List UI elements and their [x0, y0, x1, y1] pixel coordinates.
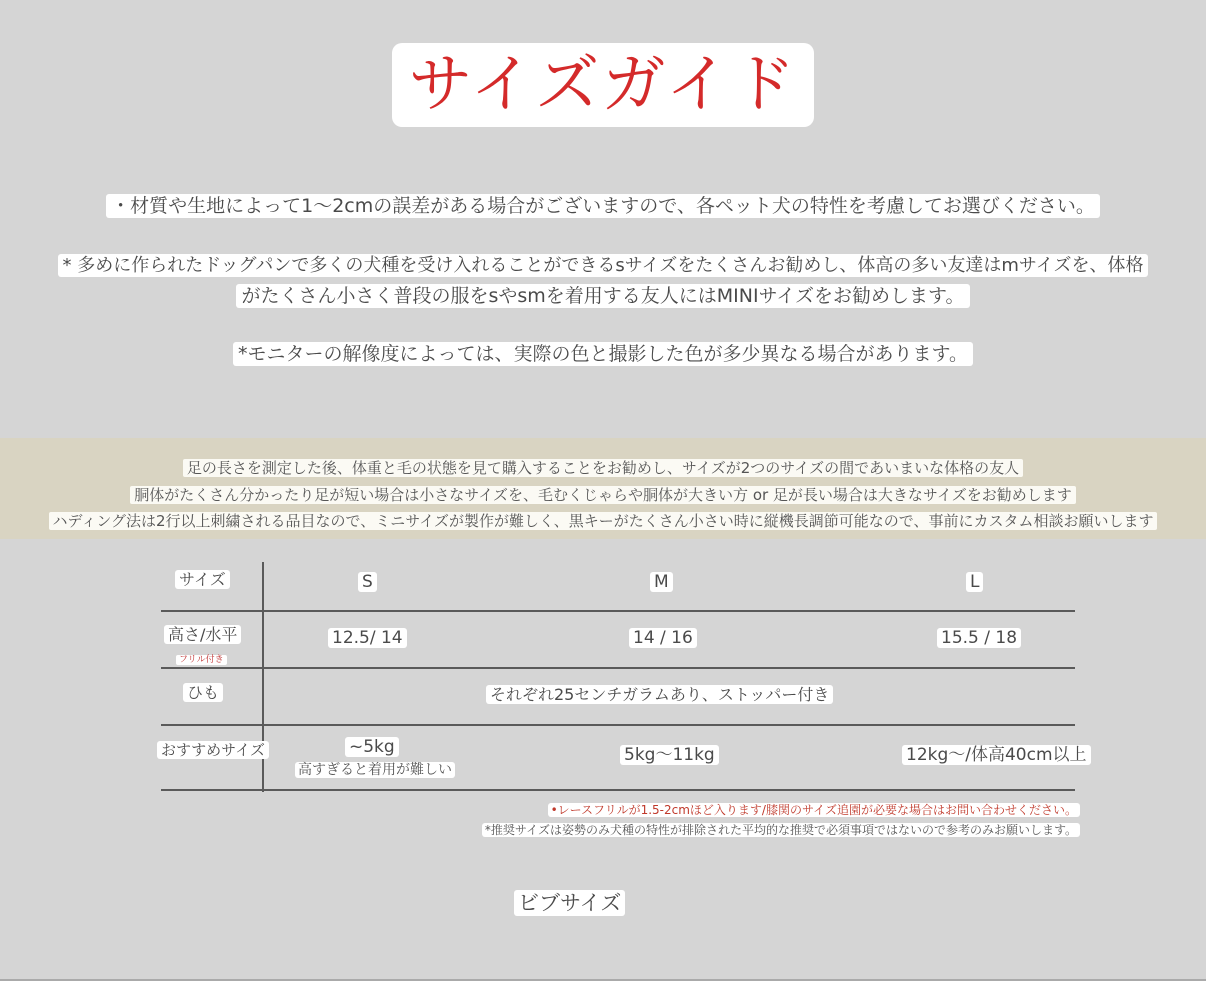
frill-note-cell: [176, 647, 227, 666]
recommend-label-cell: [157, 740, 269, 759]
table-divider-2: [161, 667, 1075, 669]
frill-included-note: フリル付き: [176, 655, 227, 665]
height-m-cell: [629, 628, 697, 648]
height-width-label: 高さ/水平: [164, 625, 241, 644]
page-title: サイズガイド: [408, 48, 798, 122]
strap-value: それぞれ25センチガラムあり、ストッパー付き: [486, 685, 833, 704]
bib-size-heading: ビブサイズ: [514, 890, 625, 916]
note-row-2: [0, 255, 1206, 277]
band-row-3: [0, 510, 1206, 531]
recommend-s-cell: [345, 737, 399, 757]
height-s-cell: [328, 628, 407, 648]
strap-label-cell: [183, 683, 223, 702]
header-size-s: S: [358, 572, 377, 592]
recommend-s-note: 高すぎると着用が難しい: [295, 762, 455, 778]
height-label-cell: [164, 625, 241, 644]
note-material-tolerance: ・材質や生地によって1〜2cmの誤差がある場合がございますので、各ペット犬の特性を考慮してお選びください。: [106, 194, 1100, 218]
footnote-red-row: [548, 799, 1080, 818]
band-line-body-type: 胴体がたくさん分かったり足が短い場合は小さなサイズを、毛むくじゃらや胴体が大きい方 or 足が長い場合は大きなサイズをお勧めします: [130, 486, 1076, 504]
note-row-4: [0, 343, 1206, 366]
height-s-value: 12.5/ 14: [328, 628, 407, 648]
band-row-2: [0, 484, 1206, 505]
recommend-m-value: 5kg～11kg: [620, 745, 719, 765]
recommend-m-cell: [620, 745, 719, 765]
header-size-label: サイズ: [175, 570, 230, 589]
footnote-recommend-disclaimer: *推奨サイズは姿勢のみ犬種の特性が排除された平均的な推奨で必須事項ではないので参考のみお願いします。: [482, 823, 1080, 837]
note-row-3: [0, 285, 1206, 308]
table-divider-bottom: [161, 789, 1075, 791]
note-monitor-color: *モニターの解像度によっては、実際の色と撮影した色が多少異なる場合があります。: [233, 342, 973, 366]
footnote-gray-row: [482, 819, 1080, 838]
header-size-cell: [175, 570, 230, 589]
recommend-l-value: 12kg～/体高40cm以上: [902, 745, 1091, 765]
note-size-recommendation-1: * 多めに作られたドッグパンで多くの犬種を受け入れることができるsサイズをたくさんお勧めし、体高の多い友達はmサイズを、体格: [58, 254, 1149, 277]
recommend-s-value: ~5kg: [345, 737, 399, 757]
height-l-cell: [937, 628, 1021, 648]
footnote-lace-frill: •レースフリルが1.5-2cmほど入ります/膝関のサイズ追園が必要な場合はお問い合わせください。: [548, 803, 1080, 817]
table-divider-3: [161, 724, 1075, 726]
header-m-cell: [650, 572, 673, 592]
recommend-l-cell: [902, 745, 1091, 765]
band-line-custom: ハディング法は2行以上刺繍される品目なので、ミニサイズが製作が難しく、黒キーがたくさん小さい時に縦機長調節可能なので、事前にカスタム相談お願いします: [49, 512, 1158, 530]
note-row-1: [0, 195, 1206, 218]
band-row-1: [0, 457, 1206, 478]
header-l-cell: [966, 572, 983, 592]
strap-value-cell: [486, 685, 833, 704]
note-size-recommendation-2: がたくさん小さく普段の服をsやsmを着用する友人にはMINIサイズをお勧めします。: [236, 284, 969, 308]
header-size-l: L: [966, 572, 983, 592]
recommend-label: おすすめサイズ: [157, 741, 269, 759]
bib-size-row: [514, 891, 625, 916]
band-line-measure: 足の長さを測定した後、体重と毛の状態を見て購入することをお勧めし、サイズが2つのサイズの間であいまいな体格の友人: [183, 459, 1023, 477]
header-size-m: M: [650, 572, 673, 592]
table-divider-1: [161, 610, 1075, 612]
height-l-value: 15.5 / 18: [937, 628, 1021, 648]
recommend-s-note-cell: [295, 759, 455, 779]
title-box: [392, 43, 814, 127]
strap-label: ひも: [183, 683, 223, 702]
header-s-cell: [358, 572, 377, 592]
height-m-value: 14 / 16: [629, 628, 697, 648]
